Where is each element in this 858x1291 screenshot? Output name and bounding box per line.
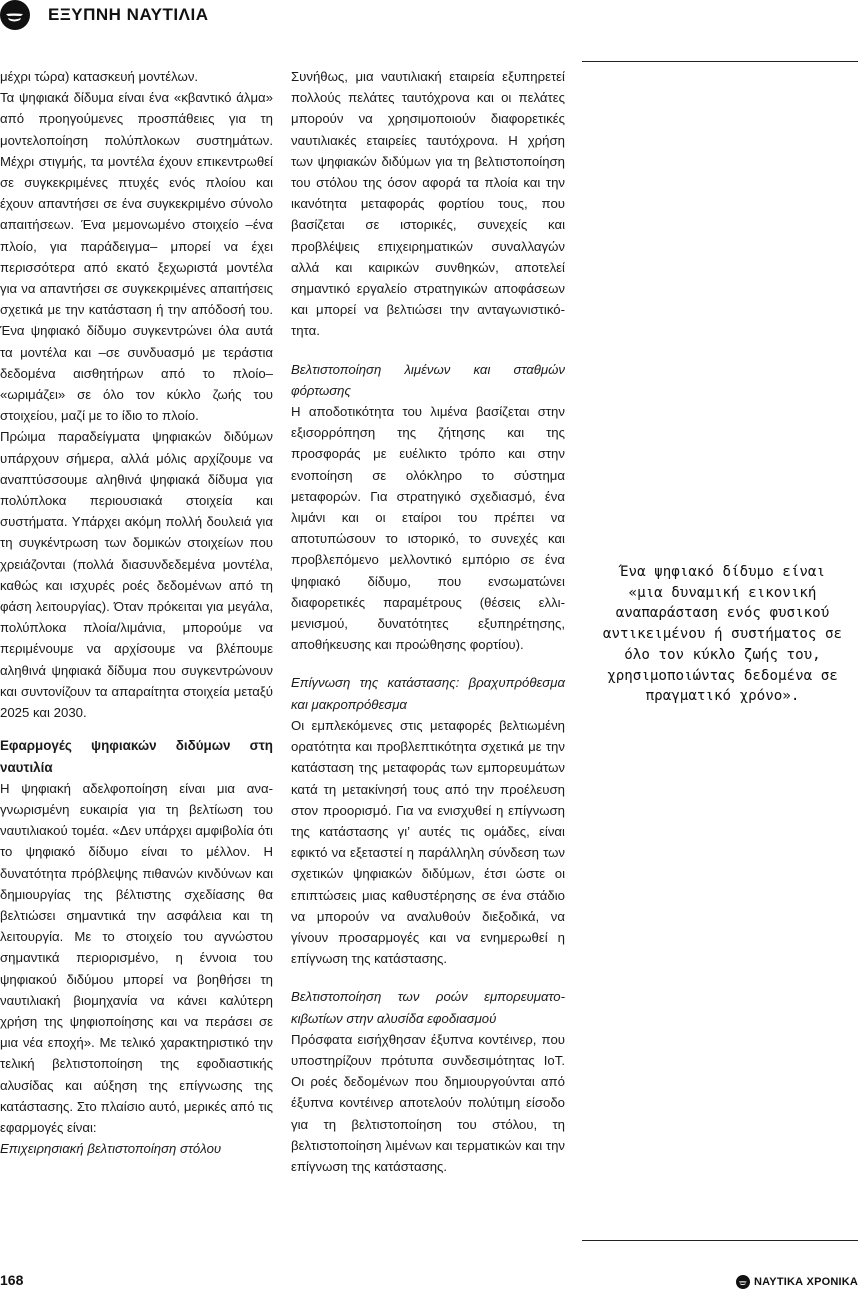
ship-propeller-logo-icon <box>0 0 30 30</box>
pull-quote: Ένα ψηφιακό δίδυμο είναι «μια δυναμική εικονική αναπαράσταση ενός φυσικού αντικειμένου ή συστήματος σε όλο τον κύκλο ζωής του, χρησιμοποιώντας δεδομένα σε πραγματικό χρόνο». <box>602 564 843 705</box>
ship-propeller-brand-icon <box>736 1275 750 1289</box>
subheading: Βελτιστοποίηση λιμένων και σταθμών φόρτωσης <box>291 361 565 398</box>
paragraph: μέχρι τώρα) κατασκευή μοντέλων. <box>0 69 199 84</box>
subheading: Επιχειρησιακή βελτιστοποίηση στόλου <box>0 1141 222 1157</box>
page-number: 168 <box>0 1272 24 1288</box>
paragraph: Τα ψηφιακά δίδυμα είναι ένα «κβαντικό άλμα» από προηγούμενες προσπάθειες για τη μοντελοποίηση πολύπλοκων συστημάτων. Μέχρι στιγμής, τα μοντέλα έχουν επικεντρωθεί σε συγκεκριμένες πτυχές ενός πλοίου και έχουν απαντήσει σε ένα συγκεκριμένο σύνολο απαιτήσεων. Ένα μεμονωμένο στοιχείο –ένα πλοίο, για παράδειγμα– μπορεί να έχει περισσότερα από εκατό ξεχωριστά μοντέλα για να απαντήσει σε συγκεκριμένες απαιτήσεις σχετικά με την κατάσταση ή την απόδοσή του. Ένα ψηφιακό δίδυμο συγκεντρώνει όλα αυτά τα μοντέλα και –σε συνδυασμό με τεράστια δεδομένα αισθητήρων από το πλοίο– «ωριμάζει» σε όλο τον κύκλο ζωής του στοιχείου, μαζί με το ίδιο το πλοίο. <box>0 90 273 424</box>
subheading: Επίγνωση της κατάστασης: βραχυπρόθεσμα και μακροπρόθεσμα <box>291 675 565 712</box>
paragraph: Η ψηφιακή αδελφοποίηση είναι μια αναγνωρισμένη ευκαιρία για τη βελτίωση του ναυτιλιακού τομέα. «Δεν υπάρχει αμφιβολία ότι το ψηφιακό δίδυμο είναι το μέλλον. Η δυνατότητα πρόβλεψης πιθανών κινδύνων και δημιουργίας της βέλτιστης σχεδίασης θα βελτιώσει σημαντικά την ασφάλεια και τη λειτουργία. Με το στοιχείο του αγνώστου σημαντικά περιορισμένο, η έννοια του ψηφιακού διδύμου μπορεί να βοηθήσει τη ναυτιλιακή βιομηχανία να κάνει καλύτερη χρήση της ψηφιοποίησης και να περάσει σε μια νέα εποχή». Με τελικό χαρακτηριστικό την τελική βελτιστοποίηση της εφοδιαστικής αλυσίδας και αύξηση της επίγνωσης της κατάστασης. Στο πλαίσιο αυτό, μερικές από τις εφαρμογές είναι: <box>0 780 273 1135</box>
paragraph: Η αποδοτικότητα του λιμένα βασίζεται στην εξισορρόπηση της ζήτησης και της προσφοράς με ευέλικτο τρόπο και στην ενοποίηση σε ολόκληρο το σύστημα μεταφορών. Για στρατηγικό σχεδιασμό, ένα λιμάνι και οι εταίροι του πρέπει να αποτυπώσουν το ιστορικό, το συνεχές και προβλεπόμενο μελλοντικό εμπόριο σε ένα ψηφιακό δίδυμο, που ενσωματώνει διαφορετικές παραμέτρους (θέσεις ελλιμενισμού, δυνατότητες εξυπηρέτησης, αποθήκευσης και προώθησης φορτίου). <box>291 404 565 653</box>
subheading: Βελτιστοποίηση των ροών εμπορευματοκιβωτίων στην αλυσίδα εφοδιασμού <box>291 989 565 1026</box>
paragraph: Οι εμπλεκόμενες στις μεταφορές βελτιωμένη ορατότητα και προβλεπτικότητα σχετικά με την κατάσταση της μεταφοράς των εμπορευμάτων κατά τη μετακίνησή τους από την προέλευση στον προορισμό. Για να ενισχυθεί η επίγνωση της κατάστασης γι’ αυτές τις ομάδες, είναι εφικτό να εξεταστεί η παράλληλη σύνδεση των σχετικών ψηφιακών διδύμων, έτσι ώστε οι επιπτώσεις μιας καθυστέρησης σε ένα στάδιο να μπορούν να αναλυθούν διεξοδικά, να γίνουν προσαρμογές και να ενημερωθεί η επίγνωση της κατάστασης. <box>291 717 565 967</box>
page-header <box>0 0 858 30</box>
top-divider <box>582 61 858 62</box>
footer-brand <box>736 1274 858 1290</box>
middle-text-column <box>291 66 565 1177</box>
bottom-divider <box>582 1240 858 1241</box>
publication-name: ΝΑΥΤΙΚΑ ΧΡΟΝΙΚΑ <box>754 1276 858 1288</box>
left-text-column <box>0 66 273 1159</box>
paragraph: Πρώιμα παραδείγματα ψηφιακών διδύμων υπάρχουν σήμερα, αλλά μόλις αρχίζουμε να αναπτύσσουμε αληθινά ψηφιακά δίδυμα για πολύπλοκα περιουσιακά στοιχεία και συστήματα. Υπάρχει ακόμη πολλή δουλειά για τη συγκέντρωση των δομικών στοιχείων που χρειάζονται (πολλά διασυνδεδεμένα μοντέλα, καθώς και ισχυρές ροές δεδομένων από τη φάση λειτουργίας). Όταν πρόκειται για μεγάλα, πολύπλοκα πλοία/λιμάνια, μπορούμε να περιμένουμε να αρχίσουμε να βλέπουμε αληθινά ψηφιακά δίδυμα που συγκεντρώνουν και συντονίζουν τα απαραίτητα στοιχεία μεταξύ 2025 και 2030. <box>0 429 273 721</box>
paragraph: Πρόσφατα εισήχθησαν έξυπνα κοντέινερ, που υποστηρίζουν πρότυπα συνδεσιμότητας IoT. Οι ροές δεδομένων που δημιουργούνται από έξυπνα κοντέινερ αποτελούν πολύτιμη είσοδο για τη βελτιστοποίηση του στόλου, τη βελτιστοποίηση λιμένων και τερματικών και την επίγνωση της κατάστασης. <box>291 1031 565 1174</box>
section-heading: Εφαρμογές ψηφιακών διδύμων στη ναυτιλία <box>0 738 273 775</box>
paragraph: Συνήθως, μια ναυτιλιακή εταιρεία εξυπηρετεί πολλούς πελάτες ταυτόχρονα και οι πελάτες μπορούν να χρησιμοποιούν διαφορετικές ναυτιλιακές εταιρείες ταυτόχρονα. Η χρήση των ψηφιακών διδύμων για τη βελτιστοποίηση του στόλου της όσον αφορά τα πλοία και την ικανότητα μεταφοράς φορτίου τους, που βασίζεται σε ιστορικές, συνεχείς και προβλέψεις επιχειρηματικών συναλλαγών αλλά και καιρικών συνθηκών, αποτελεί σημαντικό εργαλείο στρατηγικών αποφάσεων και μπορεί να βελτιώσει την ανταγωνιστικότητα. <box>291 69 565 339</box>
section-title: ΕΞΥΠΝΗ ΝΑΥΤΙΛΙΑ <box>48 5 209 24</box>
